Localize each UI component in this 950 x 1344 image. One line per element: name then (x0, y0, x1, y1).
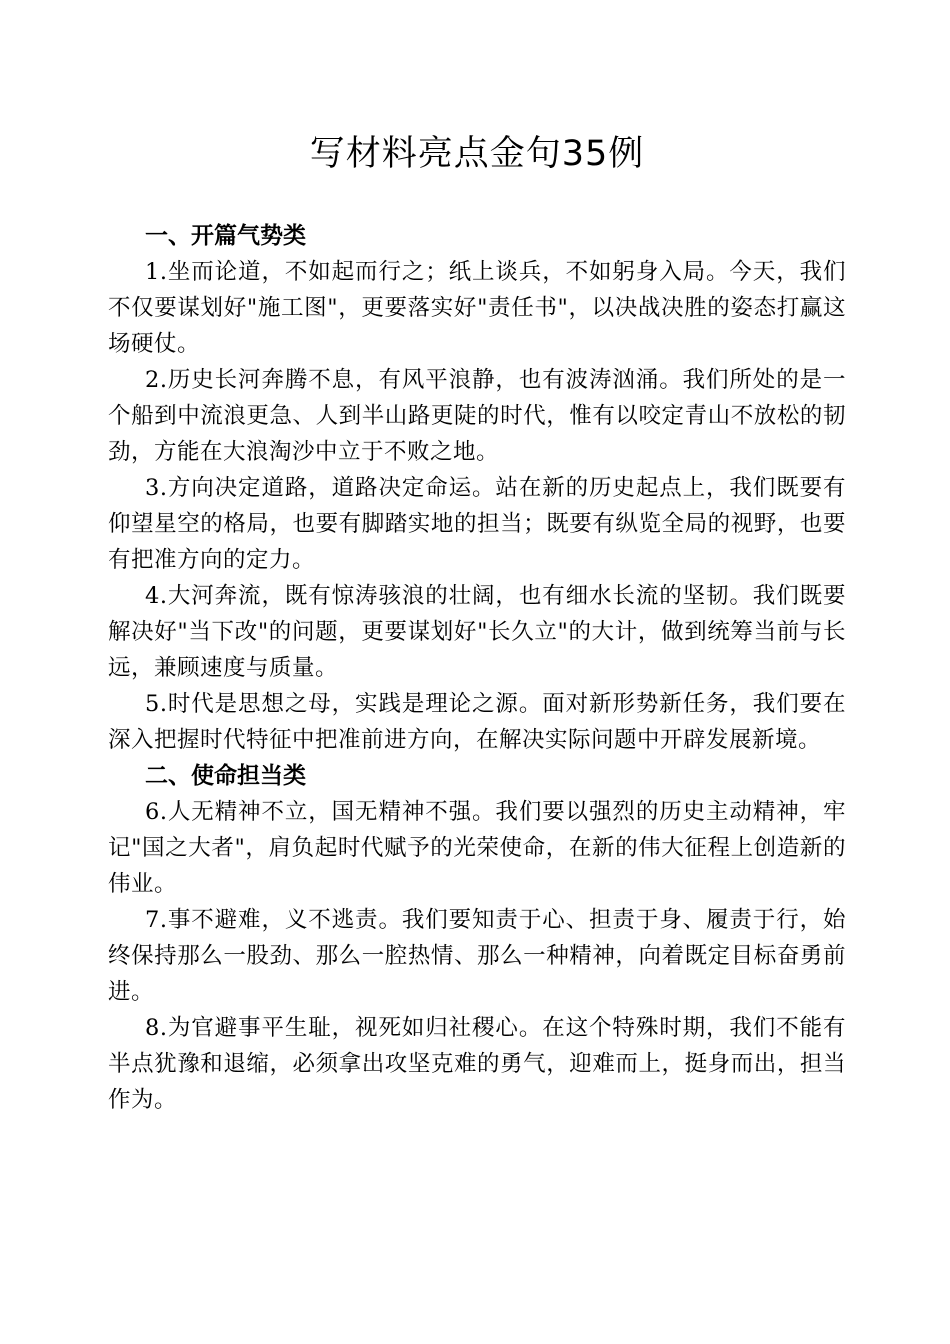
document-page (108, 126, 846, 1118)
paragraph-6: 6.人无精神不立，国无精神不强。我们要以强烈的历史主动精神，牢记"国之大者"，肩负起时代赋予的光荣使命，在新的伟大征程上创造新的伟业。 (108, 799, 846, 897)
section-heading: 一、开篇气势类 (145, 223, 306, 249)
paragraph-5: 5.时代是思想之母，实践是理论之源。面对新形势新任务，我们要在深入把握时代特征中把准前进方向，在解决实际问题中开辟发展新境。 (108, 691, 846, 753)
paragraph-3: 3.方向决定道路，道路决定命运。站在新的历史起点上，我们既要有仰望星空的格局，也要有脚踏实地的担当；既要有纵览全局的视野，也要有把准方向的定力。 (108, 475, 846, 573)
section-opening (108, 218, 846, 758)
section-heading: 二、使命担当类 (145, 763, 306, 789)
paragraph-1: 1.坐而论道，不如起而行之；纸上谈兵，不如躬身入局。今天，我们不仅要谋划好"施工图"，更要落实好"责任书"，以决战决胜的姿态打赢这场硬仗。 (108, 259, 846, 357)
paragraph-4: 4.大河奔流，既有惊涛骇浪的壮阔，也有细水长流的坚韧。我们既要解决好"当下改"的问题，更要谋划好"长久立"的大计，做到统筹当前与长远，兼顾速度与质量。 (108, 583, 846, 681)
paragraph-7: 7.事不避难，义不逃责。我们要知责于心、担责于身、履责于行，始终保持那么一股劲、那么一腔热情、那么一种精神，向着既定目标奋勇前进。 (108, 907, 846, 1005)
document-title: 写材料亮点金句35例 (309, 134, 645, 174)
section-mission (108, 758, 846, 1118)
paragraph-2: 2.历史长河奔腾不息，有风平浪静，也有波涛汹涌。我们所处的是一个船到中流浪更急、人到半山路更陡的时代，惟有以咬定青山不放松的韧劲，方能在大浪淘沙中立于不败之地。 (108, 367, 846, 465)
paragraph-8: 8.为官避事平生耻，视死如归社稷心。在这个特殊时期，我们不能有半点犹豫和退缩，必须拿出攻坚克难的勇气，迎难而上，挺身而出，担当作为。 (108, 1015, 846, 1113)
